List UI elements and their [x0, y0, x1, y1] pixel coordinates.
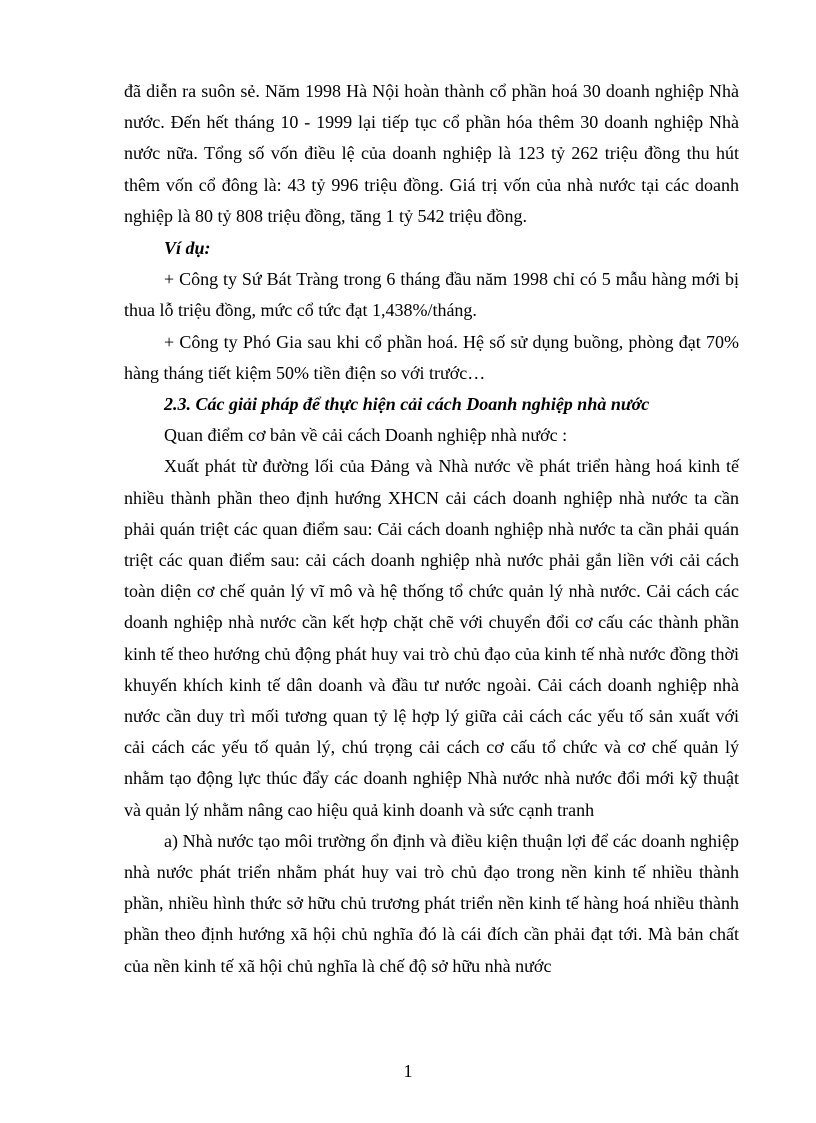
example-heading: Ví dụ: [164, 238, 211, 259]
section-heading: 2.3. Các giải pháp để thực hiện cải cách Doanh nghiệp nhà nước [164, 394, 650, 415]
paragraph-hanoi-equitization: đã diễn ra suôn sẻ. Năm 1998 Hà Nội hoàn thành cổ phần hoá 30 doanh nghiệp Nhà nước. Đến hết tháng 10 - 1999 lại tiếp tục cổ phần hóa thêm 30 doanh nghiệp Nhà nước nữa. Tổng số vốn điều lệ của doanh nghiệp là 123 tỷ 262 triệu đồng thu hút thêm vốn cổ đông là: 43 tỷ 996 triệu đồng. Giá trị vốn của nhà nước tại các doanh nghiệp là 80 tỷ 808 triệu đồng, tăng 1 tỷ 542 triệu đồng. [124, 81, 739, 226]
paragraph-item-a: a) Nhà nước tạo môi trường ổn định và điều kiện thuận lợi để các doanh nghiệp nhà nước phát triển nhằm phát huy vai trò chủ đạo trong nền kinh tế nhiều thành phần, nhiều hình thức sở hữu chủ trương phát triển nền kinh tế hàng hoá nhiều thành phần theo định hướng xã hội chủ nghĩa đó là cái đích cần phải đạt tới. Mà bản chất của nền kinh tế xã hội chủ nghĩa là chế độ sở hữu nhà nước [124, 830, 739, 976]
example-pho-gia: + Công ty Phó Gia sau khi cổ phần hoá. Hệ số sử dụng buồng, phòng đạt 70% hàng tháng tiết kiệm 50% tiền điện so với trước… [124, 331, 739, 383]
page-number: 1 [403, 1061, 413, 1081]
paragraph-viewpoints: Xuất phát từ đường lối của Đảng và Nhà nước về phát triển hàng hoá kinh tế nhiều thành phần theo định hướng XHCN cải cách doanh nghiệp nhà nước ta cần phải quán triệt các quan điểm sau: Cải cách doanh nghiệp nhà nước ta cần phải quán triệt các quan điểm sau: cải cách doanh nghiệp nhà nước phải gắn liền với cải cách toàn diện cơ chế quản lý vĩ mô và hệ thống tổ chức quản lý nhà nước. Cải cách các doanh nghiệp nhà nước cần kết hợp chặt chẽ với chuyển đổi cơ cấu các thành phần kinh tế theo hướng chủ động phát huy vai trò chủ đạo của kinh tế nhà nước đồng thời khuyến khích kinh tế dân doanh và đầu tư nước ngoài. Cải cách doanh nghiệp nhà nước cần duy trì mối tương quan tỷ lệ hợp lý giữa cải cách các yếu tố sản xuất với cải cách các yếu tố quản lý, chú trọng cải cách cơ cấu tổ chức và cơ chế quản lý nhằm tạo động lực thúc đẩy các doanh nghiệp Nhà nước nhà nước đổi mới kỹ thuật và quản lý nhằm nâng cao hiệu quả kinh doanh và sức cạnh tranh [124, 456, 739, 820]
page-body [124, 76, 739, 982]
viewpoint-intro: Quan điểm cơ bản về cải cách Doanh nghiệp nhà nước : [164, 425, 568, 446]
example-bat-trang: + Công ty Sứ Bát Tràng trong 6 tháng đầu năm 1998 chỉ có 5 mẫu hàng mới bị thua lỗ triệu đồng, mức cổ tức đạt 1,438%/tháng. [124, 269, 739, 321]
